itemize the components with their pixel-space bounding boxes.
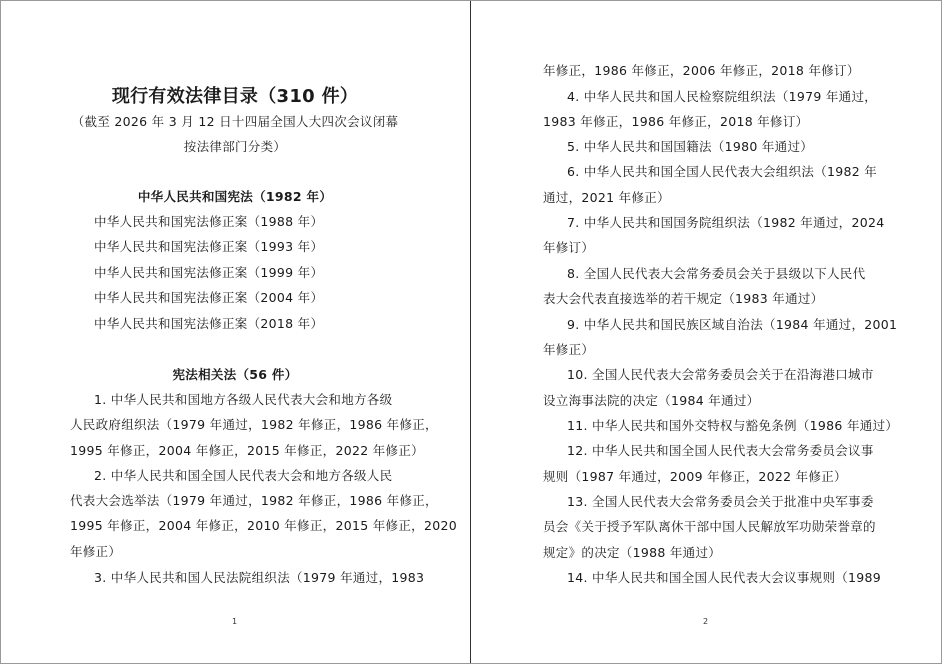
text-line: 规则（1987 年通过，2009 年修正，2022 年修正）	[543, 469, 847, 484]
text-line: 员会《关于授予军队离休干部中国人民解放军功勋荣誉章的	[543, 519, 876, 534]
text-line: 3. 中华人民共和国人民法院组织法（1979 年通过，1983	[94, 570, 425, 585]
text-line: 年修正，1986 年修正，2006 年修正，2018 年修订）	[543, 63, 860, 78]
text-line: 年修订）	[543, 240, 595, 255]
text-line: 中华人民共和国宪法修正案（1999 年）	[94, 265, 324, 280]
text-line: 12. 中华人民共和国全国人民代表大会常务委员会议事	[567, 443, 874, 458]
text-line: 9. 中华人民共和国民族区域自治法（1984 年通过，2001	[567, 317, 898, 332]
page-number: 1	[232, 617, 238, 626]
text-line: 14. 中华人民共和国全国人民代表大会议事规则（1989	[567, 570, 882, 585]
text-line: 年修正）	[543, 342, 595, 357]
text-line: 规定》的决定（1988 年通过）	[543, 545, 722, 560]
document-title: 现行有效法律目录（310 件）	[111, 86, 359, 107]
document-subtitle: （截至 2026 年 3 月 12 日十四届全国人大四次会议闭幕	[71, 114, 399, 129]
text-line: 人民政府组织法（1979 年通过，1982 年修正，1986 年修正，	[70, 417, 438, 432]
text-line: 设立海事法院的决定（1984 年通过）	[543, 393, 760, 408]
page-2	[471, 0, 942, 664]
text-line: 中华人民共和国宪法修正案（1988 年）	[94, 214, 324, 229]
page-1	[0, 0, 470, 664]
text-line: 1995 年修正，2004 年修正，2010 年修正，2015 年修正，2020	[70, 518, 457, 533]
text-line: 表大会代表直接选举的若干规定（1983 年通过）	[543, 291, 824, 306]
text-line: 2. 中华人民共和国全国人民代表大会和地方各级人民	[94, 468, 393, 483]
text-line: 中华人民共和国宪法修正案（1993 年）	[94, 239, 324, 254]
text-line: 11. 中华人民共和国外交特权与豁免条例（1986 年通过）	[567, 418, 899, 433]
page-number: 2	[703, 617, 709, 626]
text-line: 4. 中华人民共和国人民检察院组织法（1979 年通过，	[567, 89, 878, 104]
text-line: 1. 中华人民共和国地方各级人民代表大会和地方各级	[94, 392, 393, 407]
text-line: 通过，2021 年修正）	[543, 190, 670, 205]
text-line: 7. 中华人民共和国国务院组织法（1982 年通过，2024	[567, 215, 885, 230]
text-line: 8. 全国人民代表大会常务委员会关于县级以下人民代	[567, 266, 866, 281]
text-line: 1995 年修正，2004 年修正，2015 年修正，2022 年修正）	[70, 443, 424, 458]
text-line: 6. 中华人民共和国全国人民代表大会组织法（1982 年	[567, 164, 878, 179]
page-divider	[470, 0, 471, 664]
text-line: 5. 中华人民共和国国籍法（1980 年通过）	[567, 139, 814, 154]
text-line: 中华人民共和国宪法修正案（2004 年）	[94, 290, 324, 305]
section-heading: 中华人民共和国宪法（1982 年）	[137, 189, 333, 204]
text-line: 1983 年修正，1986 年修正，2018 年修订）	[543, 114, 809, 129]
text-line: 中华人民共和国宪法修正案（2018 年）	[94, 316, 324, 331]
text-line: 10. 全国人民代表大会常务委员会关于在沿海港口城市	[567, 367, 874, 382]
section-heading: 宪法相关法（56 件）	[172, 367, 298, 382]
document-subtitle: 按法律部门分类）	[183, 139, 287, 154]
text-line: 代表大会选举法（1979 年通过，1982 年修正，1986 年修正，	[70, 493, 438, 508]
text-line: 13. 全国人民代表大会常务委员会关于批准中央军事委	[567, 494, 874, 509]
text-line: 年修正）	[70, 544, 122, 559]
